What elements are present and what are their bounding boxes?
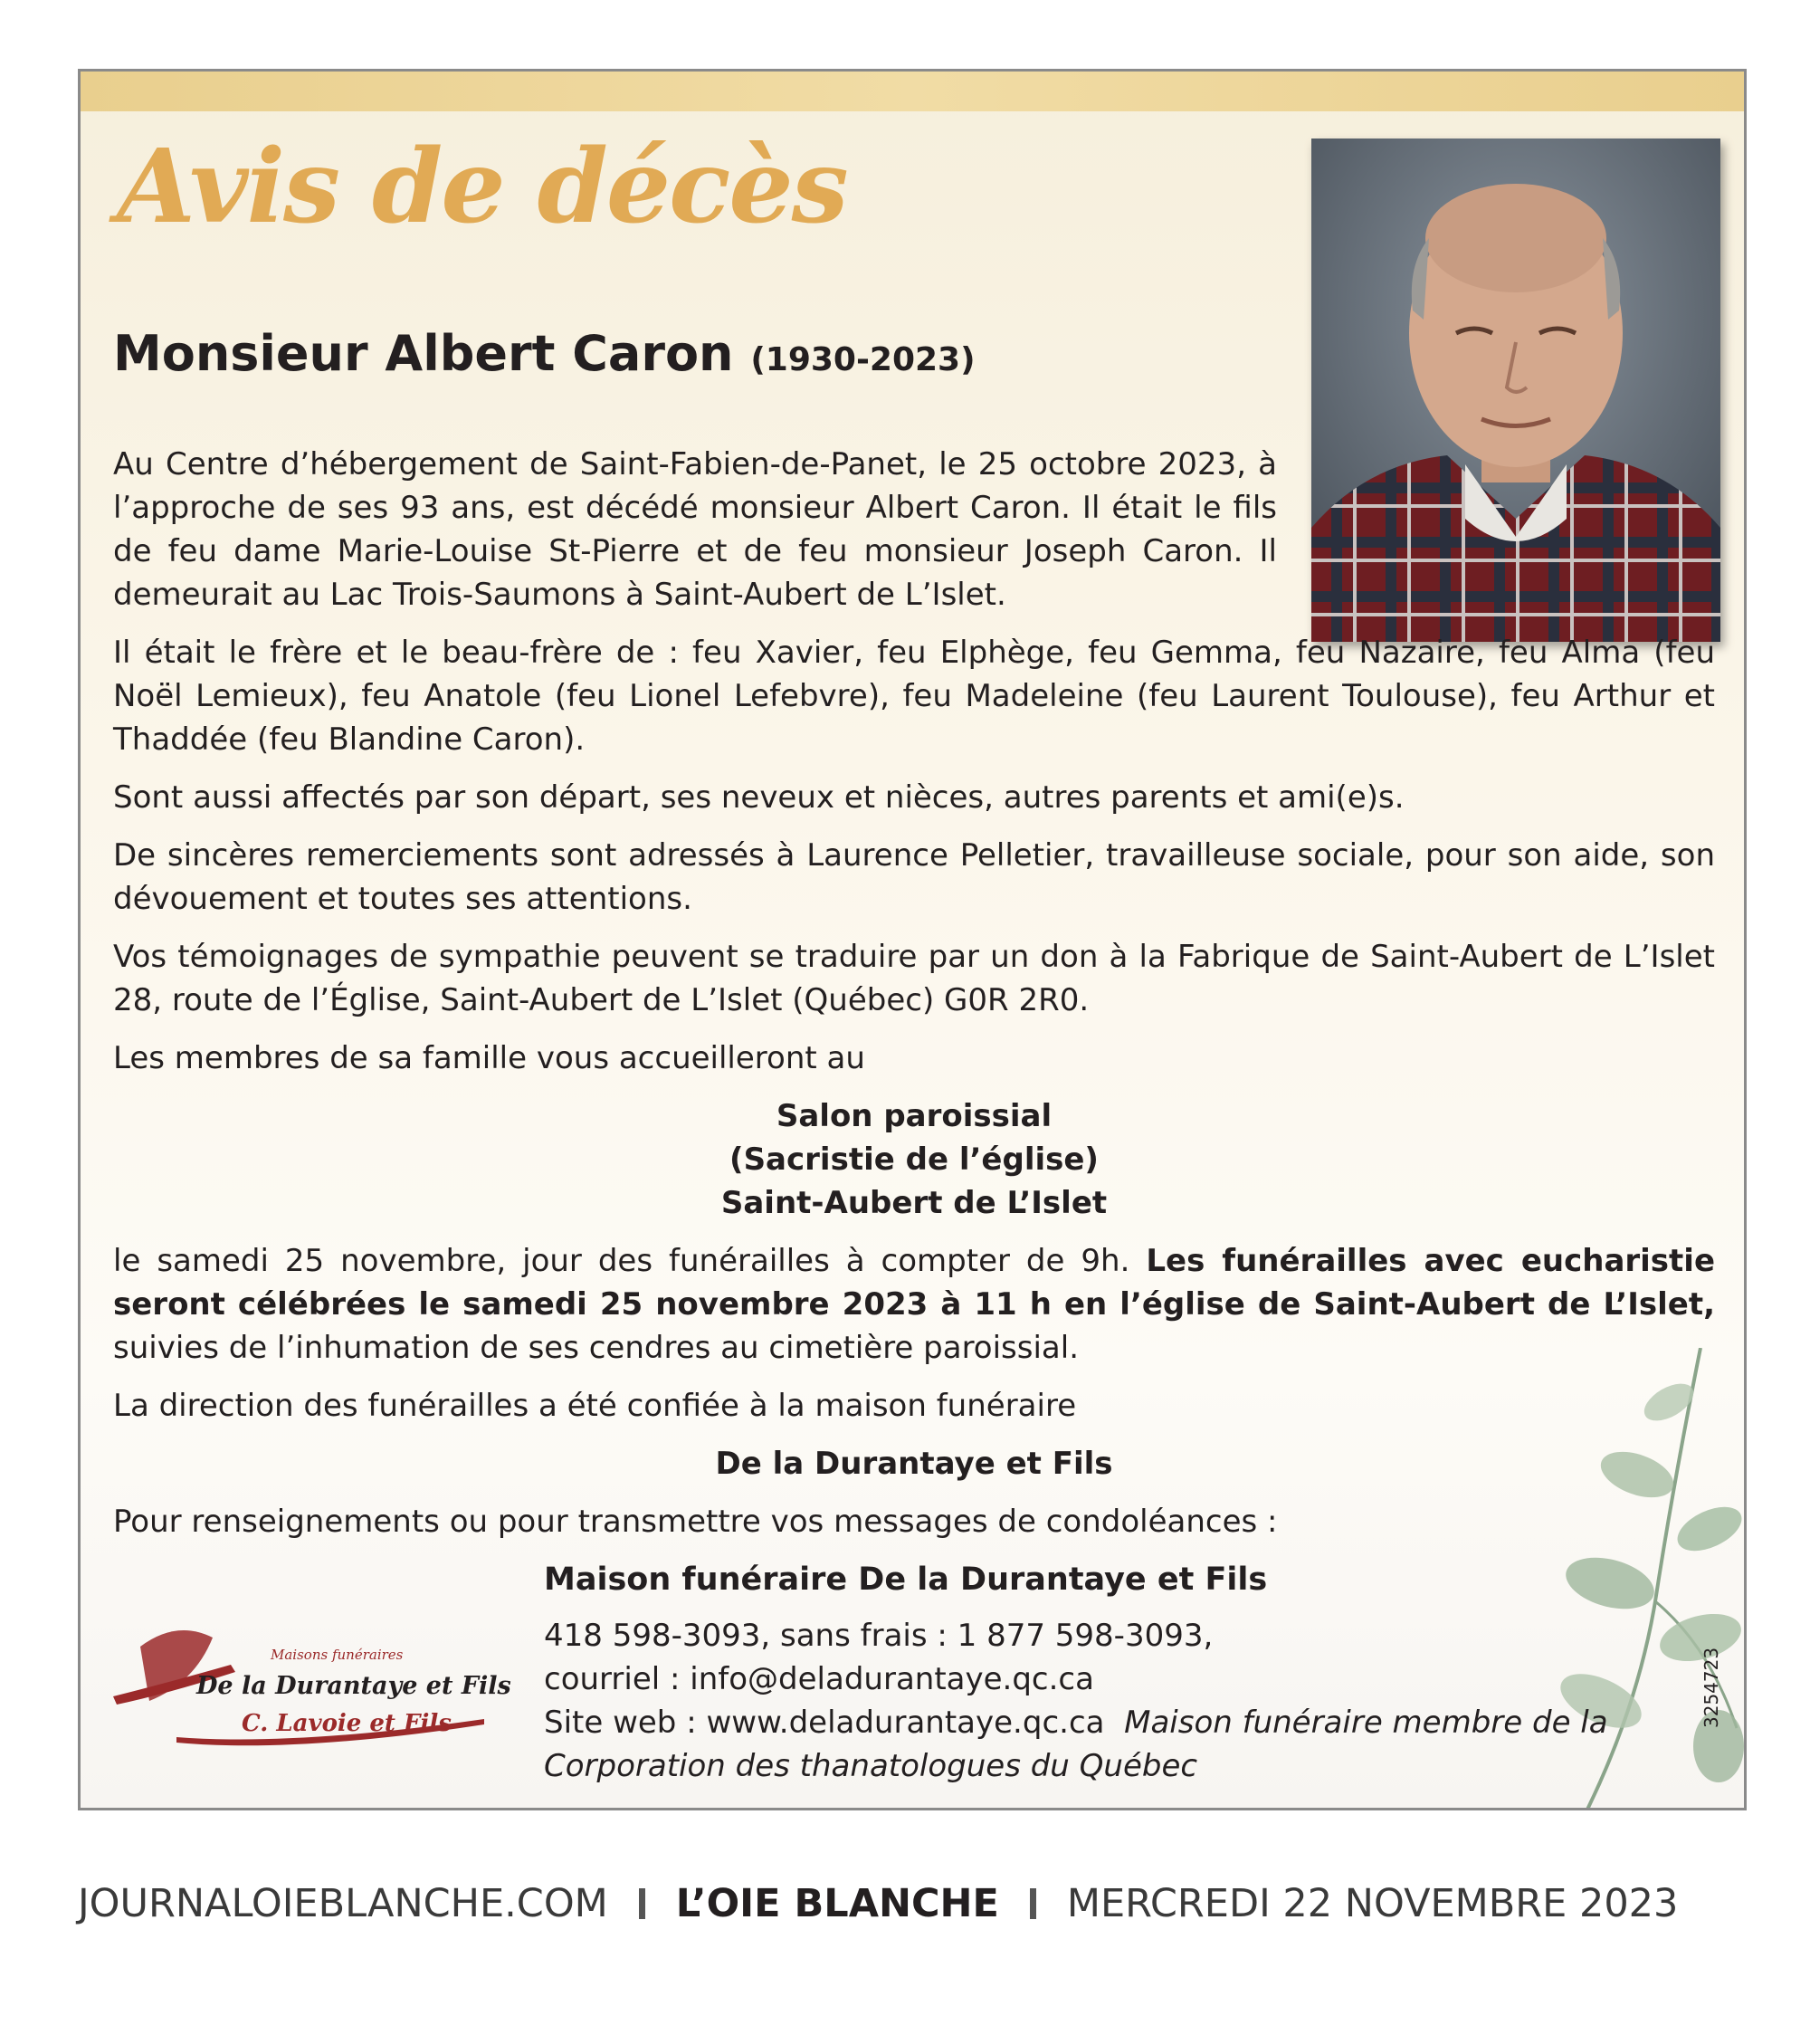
footer-separator bbox=[1030, 1888, 1036, 1919]
logo-text-line2: C. Lavoie et Fils bbox=[242, 1710, 452, 1737]
contact-email: courriel : info@deladurantaye.qc.ca bbox=[544, 1661, 1094, 1697]
contact-phone: 418 598-3093, sans frais : 1 877 598-3093, bbox=[544, 1618, 1214, 1654]
footer-site: JOURNALOIEBLANCHE.COM bbox=[78, 1881, 608, 1926]
paragraph-direction: La direction des funérailles a été confiée à la maison funéraire bbox=[113, 1388, 1077, 1424]
footer-paper-name: L’OIE BLANCHE bbox=[675, 1881, 999, 1926]
funeral-home-name: De la Durantaye et Fils bbox=[715, 1446, 1113, 1482]
funeral-burial-text: suivies de l’inhumation de ses cendres au cimetière paroissial. bbox=[113, 1330, 1080, 1366]
notice-heading: Avis de décès bbox=[117, 128, 847, 246]
deceased-years: (1930-2023) bbox=[750, 341, 976, 378]
paragraph-affected: Sont aussi affectés par son départ, ses neveux et nièces, autres parents et ami(e)s. bbox=[113, 779, 1405, 816]
logo-text-line1: De la Durantaye et Fils bbox=[196, 1672, 511, 1700]
contact-web-line bbox=[544, 1701, 1675, 1788]
paragraph-info: Pour renseignements ou pour transmettre vos messages de condoléances : bbox=[113, 1504, 1278, 1540]
footer-date: MERCREDI 22 NOVEMBRE 2023 bbox=[1066, 1881, 1679, 1926]
venue-line-3: Saint-Aubert de L’Islet bbox=[720, 1185, 1108, 1221]
paragraph-welcome: Les membres de sa famille vous accueilleront au bbox=[113, 1040, 865, 1076]
paragraph-thanks: De sincères remerciements sont adressés à Laurence Pelletier, travailleuse sociale, pour son aide, son dévouement et toutes ses attentions. bbox=[113, 837, 1715, 917]
funeral-ceremony-text: Les funérailles avec eucharistie seront célébrées le samedi 25 novembre 2023 à 11 h en l’église de Saint-Aubert de L’Islet, bbox=[113, 1243, 1716, 1323]
ad-number: 3254723 bbox=[1700, 1647, 1722, 1728]
obituary-notice bbox=[78, 69, 1747, 1810]
venue-line-2: (Sacristie de l’église) bbox=[729, 1141, 1099, 1178]
decorative-top-band bbox=[81, 72, 1744, 111]
paragraph-donation: Vos témoignages de sympathie peuvent se traduire par un don à la Fabrique de Saint-Aubert de L’Islet 28, route de l’Église, Saint-Aubert de L’Islet (Québec) G0R 2R0. bbox=[113, 939, 1715, 1018]
venue-block bbox=[113, 1094, 1715, 1225]
deceased-name bbox=[113, 325, 976, 382]
footer-separator bbox=[639, 1888, 645, 1919]
deceased-name-text: Monsieur Albert Caron bbox=[113, 325, 734, 382]
contact-title: Maison funéraire De la Durantaye et Fils bbox=[544, 1562, 1268, 1598]
contact-web: Site web : www.deladurantaye.qc.ca bbox=[544, 1705, 1105, 1741]
page-footer bbox=[78, 1872, 1747, 1935]
paragraph-death: Au Centre d’hébergement de Saint-Fabien-de-Panet, le 25 octobre 2023, à l’approche de ses 93 ans, est décédé monsieur Albert Caron. Il était le fils de feu dame Marie-Louise St-Pierre et de feu monsieur Joseph Caron. Il demeurait au Lac Trois-Saumons à Saint-Aubert de L’Islet. bbox=[113, 446, 1277, 613]
funeral-date-text: le samedi 25 novembre, jour des funérailles à compter de 9h. bbox=[113, 1243, 1130, 1279]
contact-membership: Maison funéraire membre de la Corporation des thanatologues du Québec bbox=[544, 1705, 1608, 1784]
logo-text-top: Maisons funéraires bbox=[271, 1647, 404, 1663]
paragraph-siblings: Il était le frère et le beau-frère de : feu Xavier, feu Elphège, feu Gemma, feu Nazaire, feu Alma (feu Noël Lemieux), feu Anatole (feu Lionel Lefebvre), feu Madeleine (feu Laurent Toulouse), feu Arthur et Thaddée (feu Blandine Caron). bbox=[113, 635, 1715, 758]
venue-line-1: Salon paroissial bbox=[776, 1098, 1053, 1134]
contact-block bbox=[544, 1558, 1675, 1788]
